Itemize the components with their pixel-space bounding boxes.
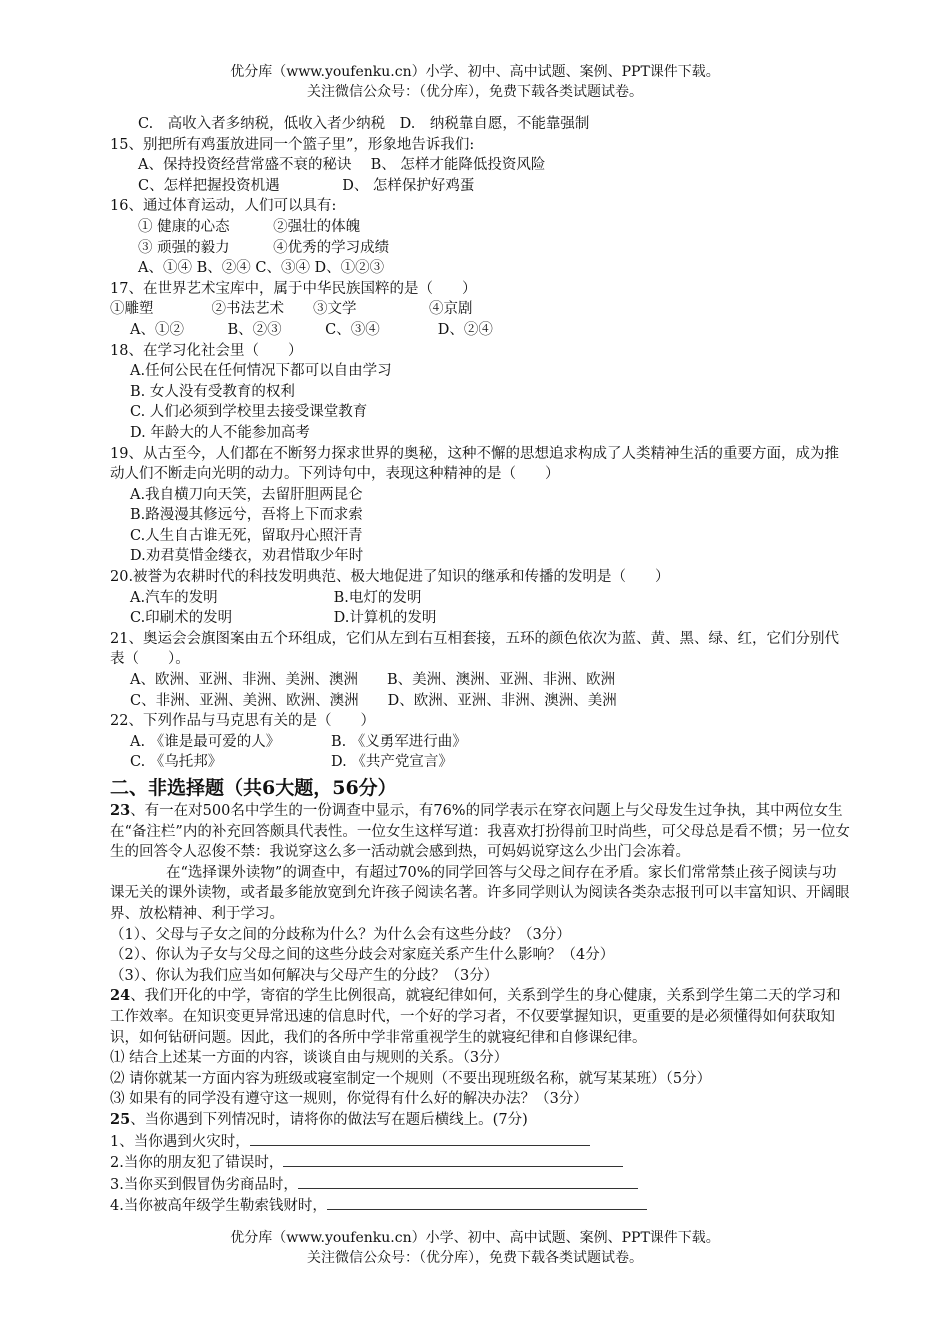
page-header [0, 62, 950, 102]
q25-answer-blank-2[interactable] [283, 1152, 623, 1167]
q19-option-c: C.人生自古谁无死，留取丹心照汗青 [130, 527, 363, 544]
q16-options: A、①④ B、②④ C、③④ D、①②③ [138, 260, 385, 277]
exam-content [110, 114, 850, 1217]
q24-number: 24 [110, 987, 131, 1005]
q19-option-d: D.劝君莫惜金缕衣，劝君惜取少年时 [130, 548, 364, 565]
q21-options-cd: C、非洲、亚洲、美洲、欧洲、澳洲 D、欧洲、亚洲、非洲、澳洲、美洲 [130, 692, 617, 709]
q25-stem [110, 1110, 850, 1131]
q23-sub-2: （2）、你认为子女与父母之间的这些分歧会对家庭关系产生什么影响？（4分） [110, 947, 615, 964]
q20-stem: 20.被誉为农耕时代的科技发明典范、极大地促进了知识的继承和传播的发明是（ ） [110, 569, 670, 586]
q16-items-row2: ③ 顽强的毅力 ④优秀的学习成绩 [138, 239, 390, 256]
q23-paragraph-1 [110, 801, 850, 863]
q19-option-b: B.路漫漫其修远兮，吾将上下而求索 [130, 507, 363, 524]
q24-sub-3: ⑶ 如果有的同学没有遵守这一规则，你觉得有什么好的解决办法？（3分） [110, 1091, 588, 1108]
q25-line-3-label: 3.当你买到假冒伪劣商品时， [110, 1176, 298, 1193]
q25-line-2-label: 2.当你的朋友犯了错误时， [110, 1155, 284, 1172]
q25-answer-blank-4[interactable] [327, 1195, 647, 1210]
header-line-1: 优分库（www.youfenku.cn）小学、初中、高中试题、案例、PPT课件下载。 [230, 64, 720, 80]
q20-options-cd: C.印刷术的发明 D.计算机的发明 [130, 610, 437, 627]
q25-line-2 [110, 1152, 850, 1174]
q23-number: 23 [110, 802, 131, 819]
footer-line-1: 优分库（www.youfenku.cn）小学、初中、高中试题、案例、PPT课件下载。 [230, 1230, 720, 1246]
q24-sub-1: ⑴ 结合上述某一方面的内容，谈谈自由与规则的关系。（3分） [110, 1050, 509, 1067]
q16-items-row1: ① 健康的心态 ②强壮的体魄 [138, 218, 361, 235]
q19-option-a: A.我自横刀向天笑，去留肝胆两昆仑 [130, 486, 363, 503]
q23-sub-1: （1）、父母与子女之间的分歧称为什么？为什么会有这些分歧？（3分） [110, 926, 571, 943]
q25-line-3 [110, 1174, 850, 1196]
q20-options-ab: A.汽车的发明 B.电灯的发明 [130, 589, 422, 606]
q25-line-4-label: 4.当你被高年级学生勒索钱财时， [110, 1198, 327, 1215]
q25-text: 、当你遇到下列情况时，请将你的做法写在题后横线上。(7分) [130, 1111, 528, 1128]
q21-options-ab: A、欧洲、亚洲、非洲、美洲、澳洲 B、美洲、澳洲、亚洲、非洲、欧洲 [130, 672, 616, 689]
q25-number: 25 [110, 1110, 131, 1128]
q17-stem: 17、在世界艺术宝库中，属于中华民族国粹的是（ ） [110, 280, 477, 297]
q18-stem: 18、在学习化社会里（ ） [110, 342, 303, 359]
q18-option-c: C. 人们必须到学校里去接受课堂教育 [130, 404, 368, 421]
q23-sub-3: （3）、你认为我们应当如何解决与父母产生的分歧？（3分） [110, 967, 499, 984]
q25-line-4 [110, 1195, 850, 1217]
q19-stem: 19、从古至今，人们都在不断努力探求世界的奥秘，这种不懈的思想追求构成了人类精神生活的重要方面，成为推动人们不断走向光明的动力。下列诗句中，表现这种精神的是（ ） [110, 445, 839, 483]
header-line-2: 关注微信公众号：（优分库），免费下载各类试题试卷。 [307, 84, 643, 100]
q18-option-b: B. 女人没有受教育的权利 [130, 383, 295, 400]
q24-sub-2: ⑵ 请你就某一方面内容为班级或寝室制定一个规则（不要出现班级名称，就写某某班）（5分） [110, 1070, 712, 1087]
q18-option-a: A.任何公民在任何情况下都可以自由学习 [130, 363, 392, 380]
q25-line-1 [110, 1131, 850, 1153]
q22-options-ab: A. 《谁是最可爱的人》 B. 《义勇军进行曲》 [130, 733, 467, 750]
q21-stem: 21、奥运会会旗图案由五个环组成，它们从左到右互相套接，五环的颜色依次为蓝、黄、黑、绿、红，它们分别代表（ ）。 [110, 630, 839, 668]
q25-line-1-label: 1、当你遇到火灾时， [110, 1133, 250, 1150]
q25-answer-blank-3[interactable] [298, 1174, 638, 1189]
section-title: 二、非选择题（共6大题，56分） [110, 777, 397, 799]
q24-text: 、我们开化的中学，寄宿的学生比例很高，就寝纪律如何，关系到学生的身心健康，关系到学生第二天的学习和工作效率。在知识变更异常迅速的信息时代，一个好的学习者，不仅要掌握知识，更重要的是必须懂得如何获取知识，如何钻研问题。因此，我们的各所中学非常重视学生的就寝纪律和自修课纪律。 [110, 988, 841, 1046]
q15-options-ab: A、保持投资经营常盛不衰的秘诀 B、 怎样才能降低投资风险 [138, 157, 546, 174]
q17-items: ①雕塑 ②书法艺术 ③文学 ④京剧 [110, 301, 473, 318]
q15-stem: 15、别把所有鸡蛋放进同一个篮子里”，形象地告诉我们: [110, 136, 475, 153]
page-footer [0, 1228, 950, 1268]
q24-paragraph [110, 986, 850, 1048]
q18-option-d: D. 年龄大的人不能参加高考 [130, 424, 310, 441]
q23-text: 、有一在对500名中学生的一份调查中显示，有76%的同学表示在穿衣问题上与父母发生过争执，其中两位女生在“备注栏”内的补充回答颇具代表性。一位女生这样写道：我喜欢打扮得前卫时尚些，可父母总是看不惯；另一位女生的回答令人忍俊不禁：我说穿这么多一活动就会感到热，可妈妈说穿这么少出门会冻着。 [110, 803, 850, 861]
q15-options-cd: C、怎样把握投资机遇 D、 怎样保护好鸡蛋 [138, 177, 475, 194]
q16-stem: 16、通过体育运动，人们可以具有: [110, 198, 337, 215]
q22-options-cd: C. 《乌托邦》 D. 《共产党宣言》 [130, 754, 453, 771]
q17-options: A、①② B、②③ C、③④ D、②④ [130, 321, 493, 338]
q14-options-cd: C. 高收入者多纳税，低收入者少纳税 D. 纳税靠自愿，不能靠强制 [138, 116, 590, 132]
q23-paragraph-2: 在“选择课外读物”的调查中，有超过70%的同学回答与父母之间存在矛盾。家长们常常禁止孩子阅读与功课无关的课外读物，或者最多能放宽到允许孩子阅读名著。许多同学则认为阅读各类杂志报刊可以丰富知识、开阔眼界、放松精神、利于学习。 [110, 864, 850, 922]
footer-line-2: 关注微信公众号：（优分库），免费下载各类试题试卷。 [307, 1250, 643, 1266]
q22-stem: 22、下列作品与马克思有关的是（ ） [110, 713, 375, 730]
q25-answer-blank-1[interactable] [250, 1131, 590, 1146]
